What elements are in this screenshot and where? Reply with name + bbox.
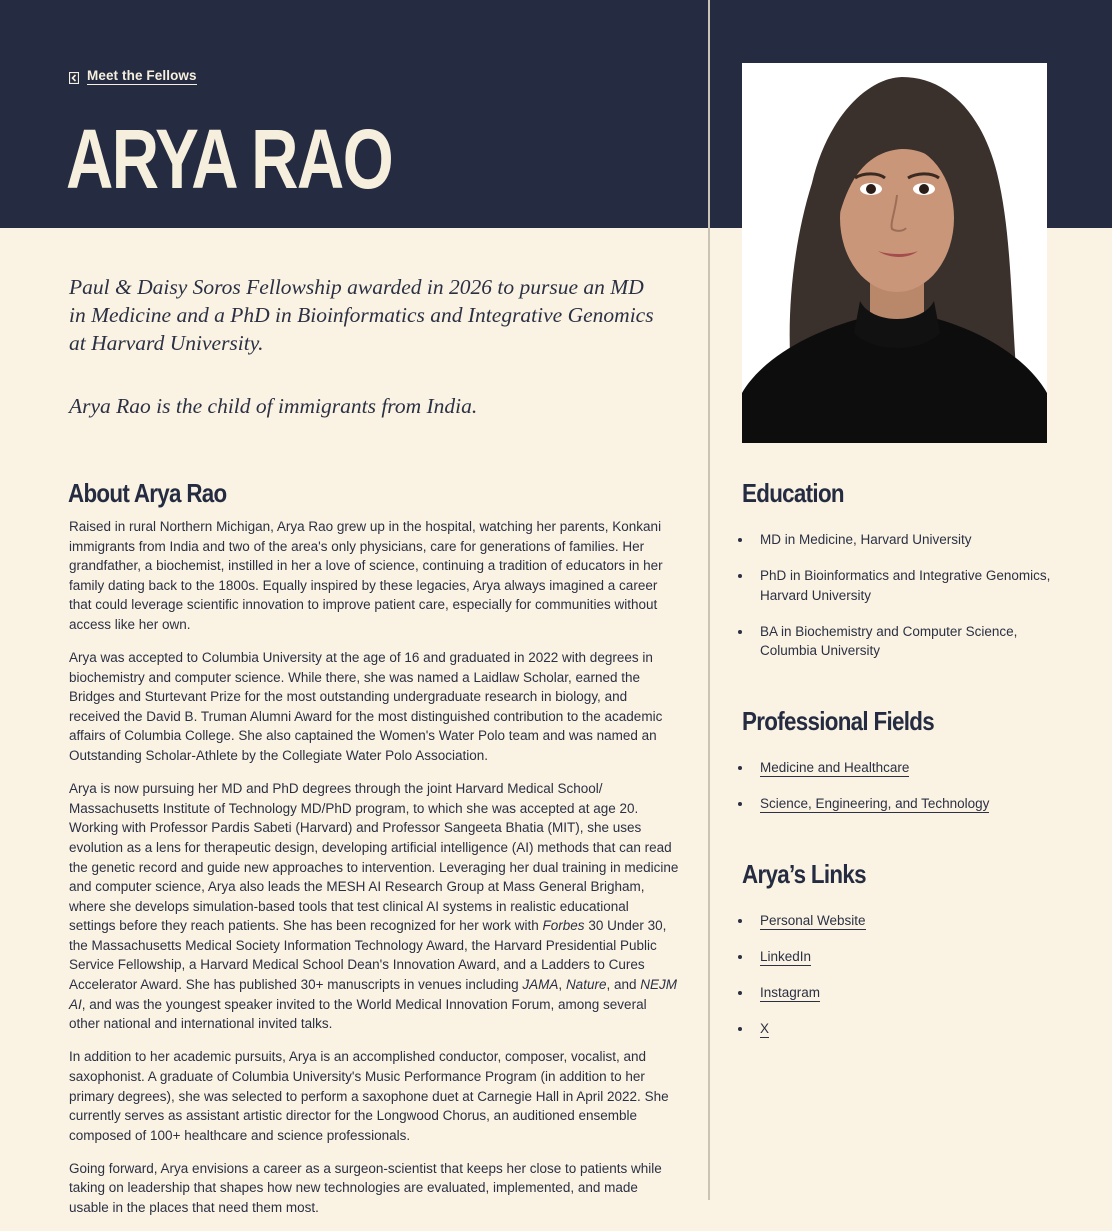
heritage-statement: Arya Rao is the child of immigrants from India. — [69, 394, 478, 418]
meet-the-fellows-link[interactable] — [69, 68, 197, 85]
back-arrow-icon — [69, 71, 79, 83]
field-link-science-engineering[interactable]: Science, Engineering, and Technology — [760, 796, 990, 812]
bio-paragraph: Raised in rural Northern Michigan, Arya Rao grew up in the hospital, watching her parents, Konkani immigrants from India and two of the area's only physicians, care for generations of families. Her grandfather, a biochemist, instilled in her a love of science, continuing a tradition of educators in her family dating back to the 1800s. Equally inspired by these legacies, Arya always imagined a career that could leverage scientific innovation to improve patient care, especially for communities without access like her own. — [69, 519, 663, 632]
fellow-links-heading: Arya’s Links — [742, 859, 866, 889]
fellow-portrait — [742, 63, 1047, 443]
field-list-item — [742, 794, 1060, 814]
bio-text: , — [558, 977, 566, 993]
back-link-label: Meet the Fellows — [87, 68, 197, 83]
education-heading: Education — [742, 478, 844, 508]
bio-text: , and was the youngest speaker invited to the World Medical Innovation Forum, among several other national and international invited talks. — [69, 996, 647, 1032]
link-list-item — [742, 911, 1060, 931]
education-item: BA in Biochemistry and Computer Science, Columbia University — [742, 622, 1060, 661]
bio-paragraph: Going forward, Arya envisions a career as a surgeon-scientist that keeps her close to patients while taking on leadership that shapes how new technologies are evaluated, implemented, and made usable in the places that need them most. — [69, 1160, 662, 1215]
bio-text: , and — [606, 977, 641, 993]
education-list — [742, 530, 1060, 661]
column-divider — [708, 0, 710, 1200]
personal-website-link[interactable]: Personal Website — [760, 913, 866, 928]
link-list-item — [742, 947, 1060, 967]
fellow-links-section — [742, 859, 1060, 1055]
link-list-item — [742, 983, 1060, 1003]
fellow-links-list — [742, 911, 1060, 1039]
bio-paragraph — [69, 779, 679, 1034]
publication-name: Forbes — [542, 918, 585, 934]
fellowship-award-statement: Paul & Daisy Soros Fellowship awarded in 2026 to pursue an MD in Medicine and a PhD in Bioinformatics and Integrative Genomics at Harvard University. — [69, 275, 654, 355]
publication-name: NEJM AI — [69, 977, 677, 1012]
link-list-item — [742, 1019, 1060, 1039]
page-title: ARYA RAO — [66, 112, 393, 206]
bio-paragraph: Arya was accepted to Columbia University at the age of 16 and graduated in 2022 with degrees in biochemistry and computer science. While there, she was named a Laidlaw Scholar, earned the Bridges and Sturtevant Prize for the most outstanding undergraduate research in biology, and received the David B. Truman Alumni Award for the most distinguished contribution to the academic affairs of Columbia College. She also captained the Women's Water Polo team and was named an Outstanding Scholar-Athlete by the Collegiate Water Polo Association. — [69, 650, 663, 764]
bio-section — [69, 517, 679, 1231]
bio-text: 30 Under 30, the Massachusetts Medical Society Information Technology Award, the Harvard Presidential Public Service Fellowship, a Harvard Medical School Dean's Innovation Award, and a Ladders to Cures Accelerator Award. She has published 30+ manuscripts in venues including — [69, 918, 667, 993]
field-list-item — [742, 758, 1060, 778]
bio-paragraph: In addition to her academic pursuits, Arya is an accomplished conductor, composer, vocalist, and saxophonist. A graduate of Columbia University's Music Performance Program (in addition to her primary degrees), she was selected to perform a saxophone duet at Carnegie Hall in April 2022. She currently serves as assistant artistic director for the Longwood Chorus, an auditioned ensemble composed of 100+ healthcare and science professionals. — [69, 1049, 669, 1143]
linkedin-link[interactable]: LinkedIn — [760, 949, 812, 965]
field-link-medicine[interactable]: Medicine and Healthcare — [760, 760, 910, 775]
education-section — [742, 478, 1060, 677]
about-heading: About Arya Rao — [68, 478, 227, 508]
bio-text: Arya is now pursuing her MD and PhD degrees through the joint Harvard Medical School/ Massachusetts Institute of Technology MD/PhD program, to which she was accepted at age 20. Working with Professor Pardis Sabeti (Harvard) and Professor Sangeeta Bhatia (MIT), she uses evolution as a lens for therapeutic design, developing artificial intelligence (AI) methods that can read the genetic record and guide new approaches to intervention. Leveraging her dual training in medicine and computer science, Arya also leads the MESH AI Research Group at Mass General Brigham, where she develops simulation-based tools that test clinical AI systems in realistic educational settings before they reach patients. She has been recognized for her work with — [69, 781, 679, 934]
professional-fields-section — [742, 706, 1060, 830]
x-link[interactable]: X — [760, 1021, 770, 1037]
publication-name: Nature — [565, 977, 607, 993]
education-item: PhD in Bioinformatics and Integrative Genomics, Harvard University — [742, 566, 1060, 605]
publication-name: JAMA — [522, 977, 559, 993]
professional-fields-heading: Professional Fields — [742, 706, 934, 736]
professional-fields-list — [742, 758, 1060, 814]
education-item: MD in Medicine, Harvard University — [742, 530, 1060, 550]
instagram-link[interactable]: Instagram — [760, 985, 821, 1001]
